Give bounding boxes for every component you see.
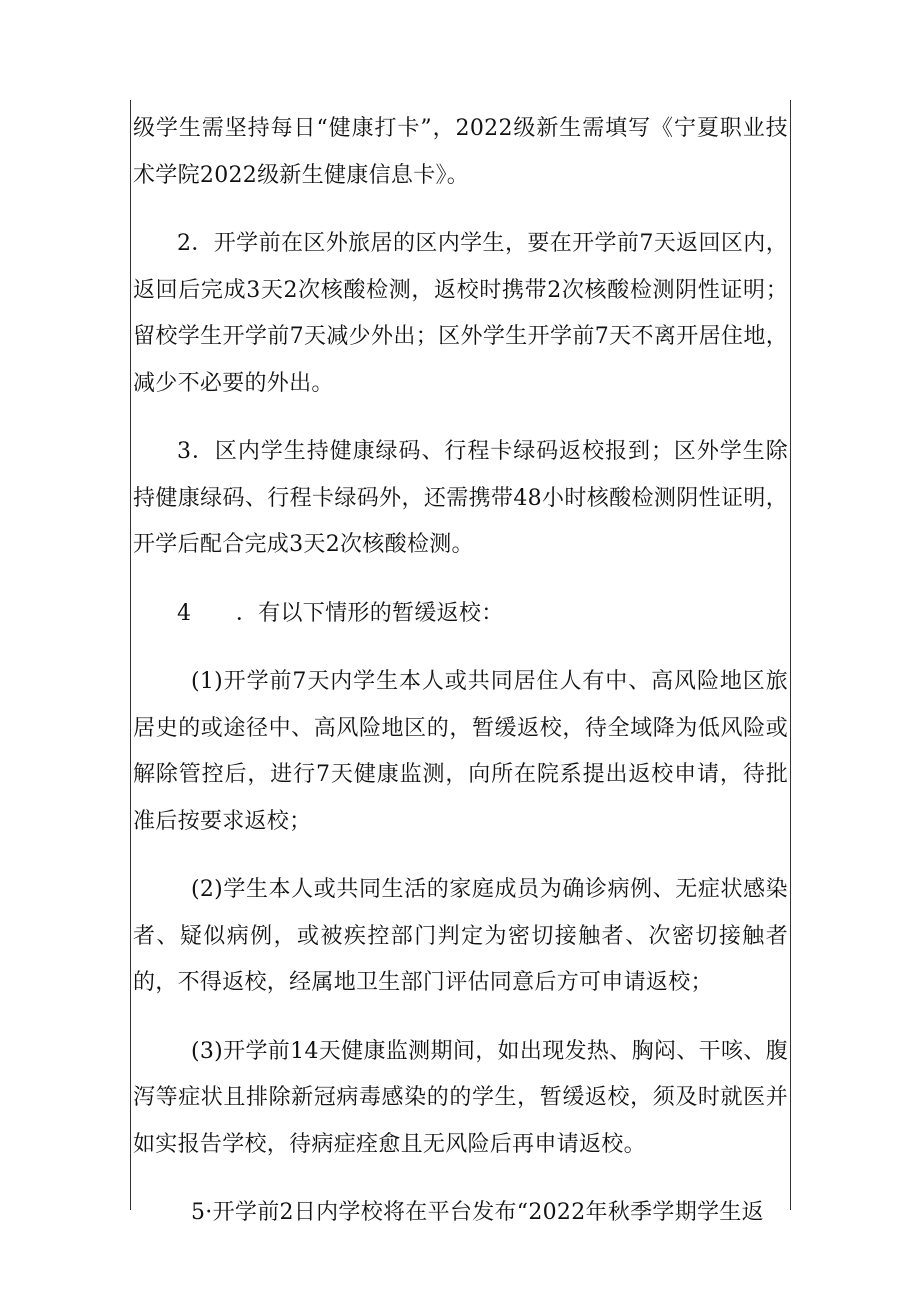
- paragraph-health-check-in: 级学生需坚持每日“健康打卡”，2022级新生需填写《宁夏职业技术学院2022级新生健康信息卡》。: [133, 116, 788, 188]
- table-border-right: [790, 100, 791, 1210]
- paragraph-subitem-1: (1)开学前7天内学生本人或共同居住人有中、高风险地区旅居史的或途径中、高风险地区的，暂缓返校，待全域降为低风险或解除管控后，进行7天健康监测，向所在院系提出返校申请，待批准后按要求返校；: [133, 669, 788, 834]
- paragraph-subitem-2: (2)学生本人或共同生活的家庭成员为确诊病例、无症状感染者、疑似病例，或被疾控部门判定为密切接触者、次密切接触者的，不得返校，经属地卫生部门评估同意后方可申请返校；: [133, 877, 788, 995]
- table-border-left: [130, 100, 131, 1210]
- paragraph-subitem-3: (3)开学前14天健康监测期间，如出现发热、胸闷、干咳、腹泻等症状且排除新冠病毒感染的的学生，暂缓返校，须及时就医并如实报告学校，待病症痊愈且无风险后再申请返校。: [133, 1038, 788, 1157]
- paragraph-item-3: 3．区内学生持健康绿码、行程卡绿码返校报到；区外学生除持健康绿码、行程卡绿码外，还需携带48小时核酸检测阴性证明，开学后配合完成3天2次核酸检测。: [133, 439, 788, 557]
- paragraph-item-4: 4 ．有以下情形的暂缓返校：: [177, 600, 504, 626]
- paragraph-item-2: 2．开学前在区外旅居的区内学生，要在开学前7天返回区内，返回后完成3天2次核酸检测，返校时携带2次核酸检测阴性证明；留校学生开学前7天减少外出；区外学生开学前7天不离开居住地，减少不必要的外出。: [133, 231, 788, 396]
- document-body: [133, 106, 788, 1259]
- paragraph-item-5: 5·开学前2日内学校将在平台发布“2022年秋季学期学生返: [191, 1200, 764, 1225]
